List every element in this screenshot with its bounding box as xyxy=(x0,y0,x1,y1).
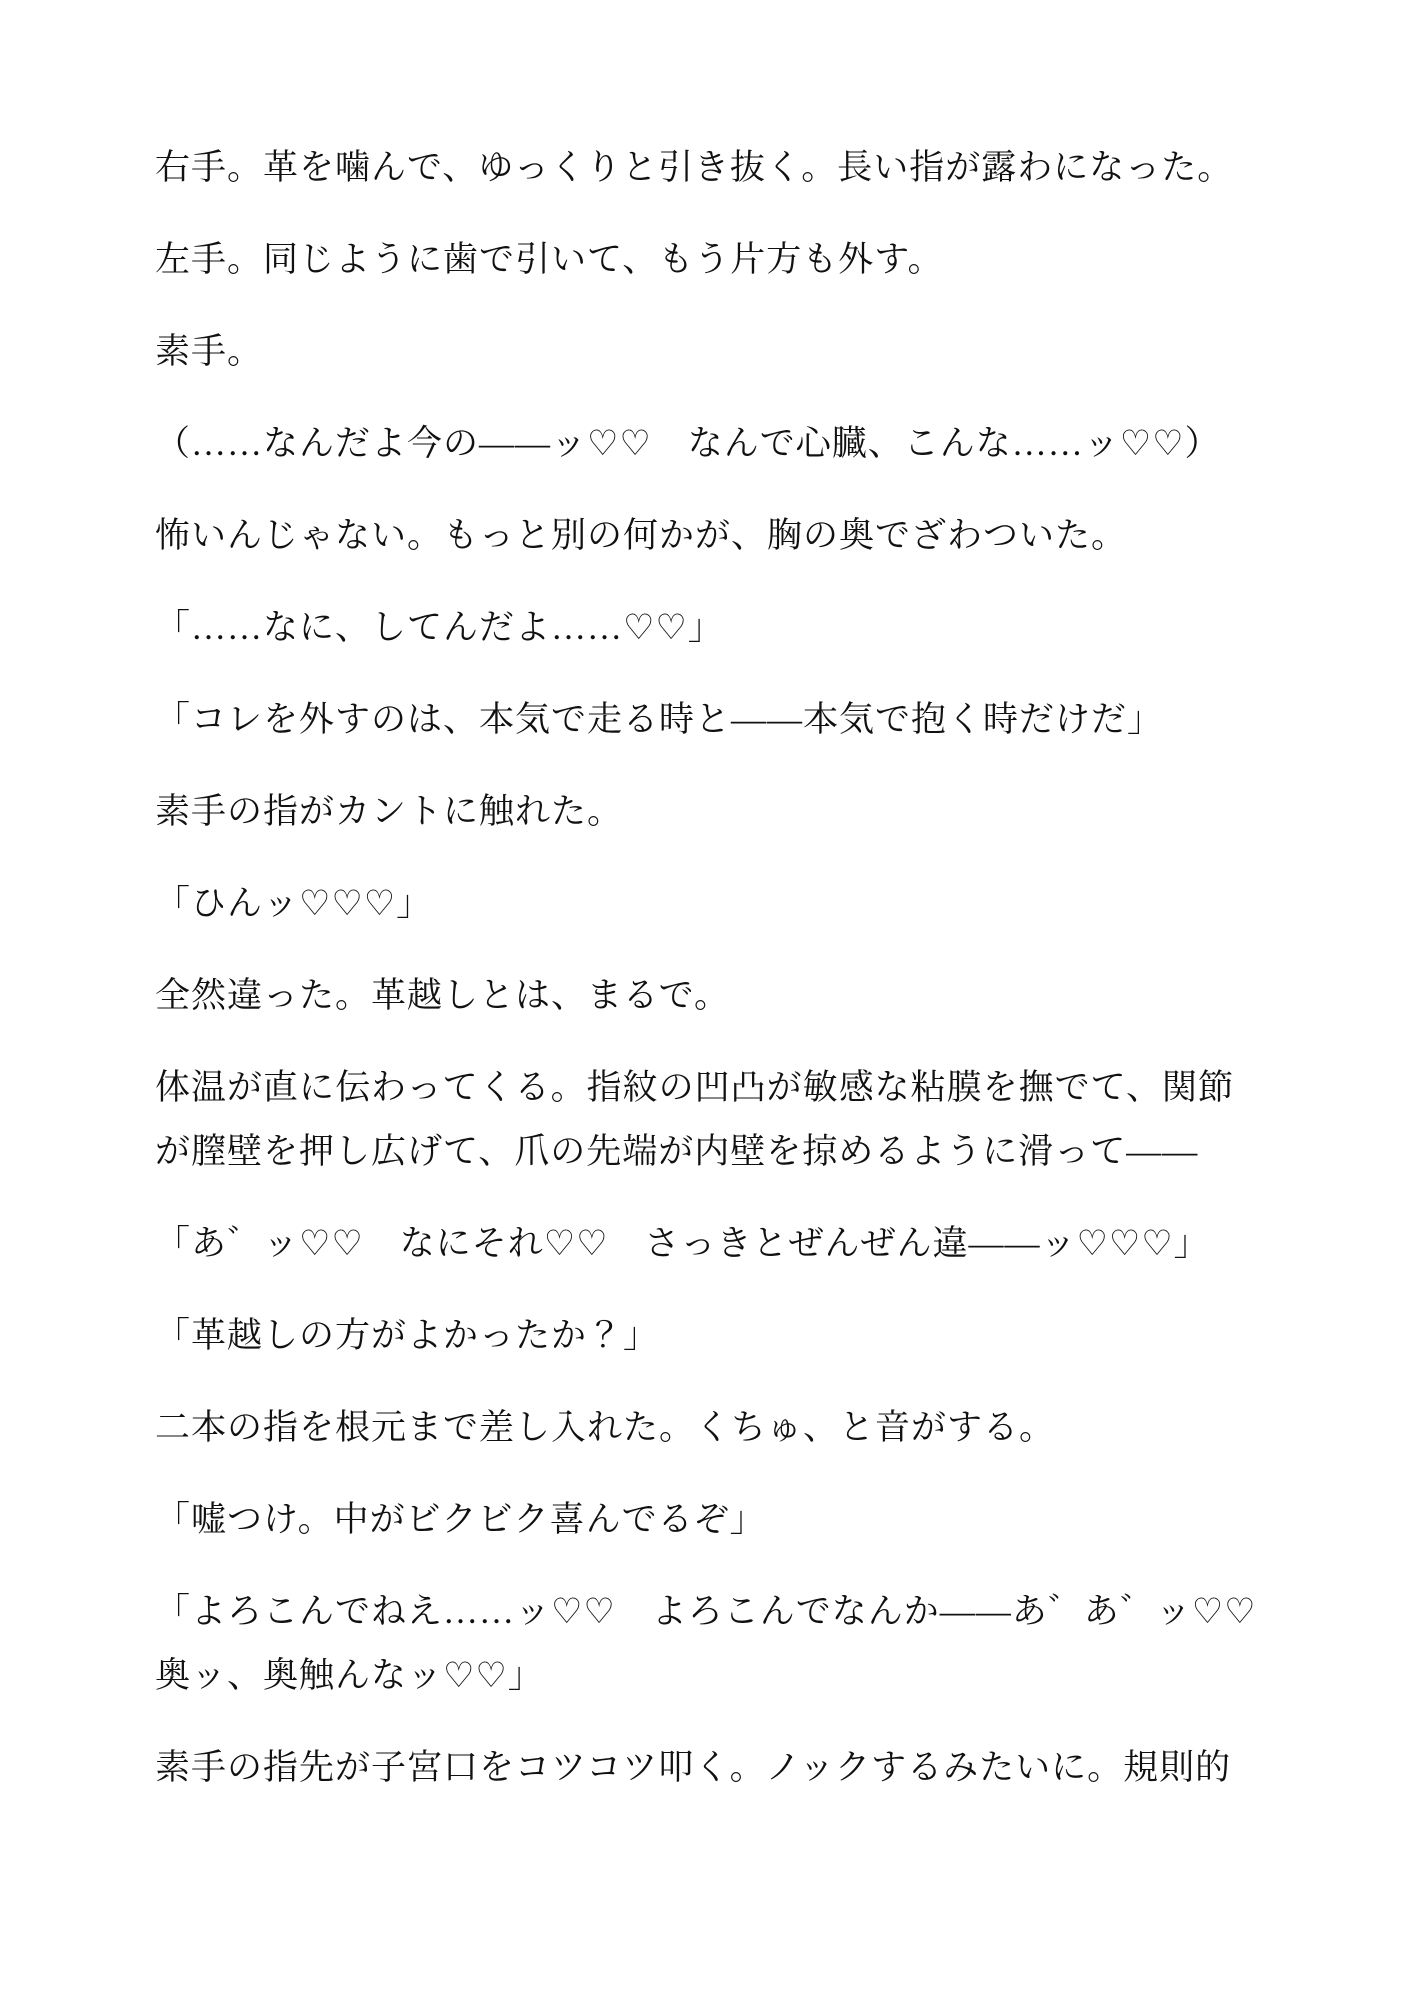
paragraph: 「ひんッ♡♡♡」 xyxy=(155,884,433,923)
paragraph: 左手。同じように歯で引いて、もう片方も外す。 xyxy=(155,240,944,279)
text-body xyxy=(155,136,1293,1800)
paragraph: 素手の指がカントに触れた。 xyxy=(155,792,624,831)
paragraph: 「嘘つけ。中がビクビク喜んでるぞ」 xyxy=(155,1500,766,1539)
paragraph: 怖いんじゃない。もっと別の何かが、胸の奥でざわついた。 xyxy=(155,516,1128,555)
paragraph: 全然違った。革越しとは、まるで。 xyxy=(155,976,730,1015)
paragraph: 右手。革を噛んで、ゆっくりと引き抜く。長い指が露わになった。 xyxy=(155,148,1234,187)
paragraph: 「革越しの方がよかったか？」 xyxy=(155,1316,660,1355)
paragraph: （……なんだよ今の——ッ♡♡ なんで心臓、こんな……ッ♡♡） xyxy=(155,424,1221,463)
paragraph: 「コレを外すのは、本気で走る時と——本気で抱く時だけだ」 xyxy=(155,700,1164,739)
paragraph: 二本の指を根元まで差し入れた。くちゅ、と音がする。 xyxy=(155,1408,1056,1447)
paragraph: 体温が直に伝わってくる。指紋の凹凸が敏感な粘膜を撫でて、関節が膣壁を押し広げて、爪の先端が内壁を掠めるように滑って—— xyxy=(155,1068,1234,1171)
paragraph: 素手の指先が子宮口をコツコツ叩く。ノックするみたいに。規則的 xyxy=(155,1748,1232,1787)
paragraph: 「よろこんでねえ……ッ♡♡ よろこんでなんか——あ゛あ゛ッ♡♡ 奥ッ、奥触んなッ♡♡」 xyxy=(155,1592,1293,1695)
paragraph: 「あ゛ッ♡♡ なにそれ♡♡ さっきとぜんぜん違——ッ♡♡♡」 xyxy=(155,1224,1210,1263)
paragraph: 素手。 xyxy=(155,332,264,371)
paragraph: 「……なに、してんだよ……♡♡」 xyxy=(155,608,724,647)
